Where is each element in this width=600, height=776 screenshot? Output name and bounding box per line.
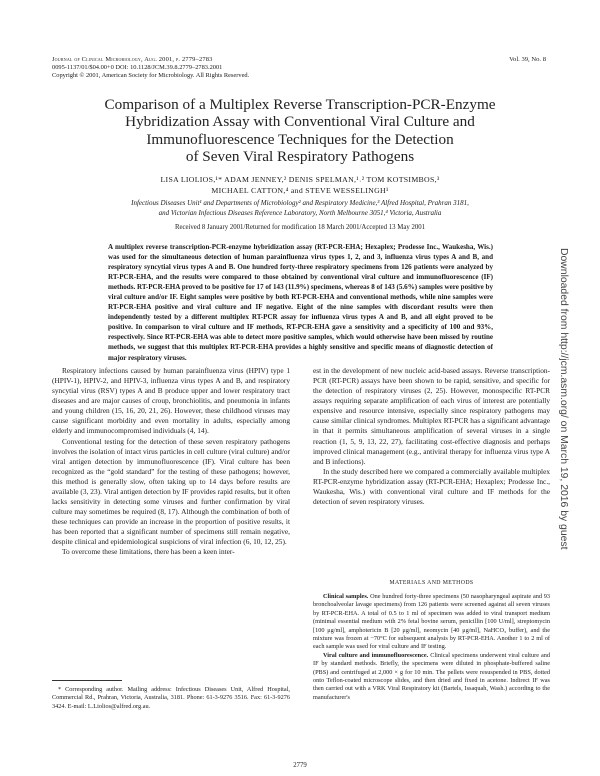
body-paragraph: est in the development of new nucleic acid-based assays. Reverse transcription-PCR (RT-PCR) assays have been shown to be rapid, sensitive, and specific for the detection of respiratory viruses (2, 25). However, monospecific RT-PCR assays requiring separate amplification of each virus of interest are potentially expensive and resource intensive, especially since respiratory pathogens may cause similar clinical syndromes. Multiplex RT-PCR has a significant advantage in that it permits simultaneous amplification of several viruses in a single reaction (1, 5, 9, 13, 22, 27), facilitating cost-effective diagnosis and perhaps improved clinical management (e.g., antiviral therapy for influenza virus type A and B infections). bbox=[313, 366, 550, 466]
methods-text: Clinical specimens underwent viral culture and IF by standard methods. Briefly, the specimens were diluted in phosphate-buffered saline (PBS) and centrifuged at 2,000 × g for 10 min. The pellets were resuspended in PBS, dotted onto Teflon-coated microscope slides, and then dried and fixed in acetone. Indirect IF was then carried out with a VRK Viral Respiratory kit (Bartels, Issaquah, Wash.) according to the manufacturer's bbox=[313, 651, 551, 701]
left-column bbox=[52, 366, 290, 557]
affiliation-line: and Victorian Infectious Diseases Reference Laboratory, North Melbourne 3051,⁴ Victoria, Australia bbox=[158, 209, 442, 217]
affiliations bbox=[50, 198, 550, 218]
methods-section bbox=[313, 593, 550, 702]
body-paragraph: In the study described here we compared a commercially available multiplex RT-PCR-enzyme hybridization assay (RT-PCR-EHA; Hexaplex; Prodesse Inc., Waukesha, Wis.) with conventional viral culture and IF methods for the detection of seven respiratory viruses. bbox=[313, 466, 550, 507]
methods-subheading: Viral culture and immunofluorescence. bbox=[323, 651, 429, 659]
title-line: Hybridization Assay with Conventional Viral Culture and bbox=[125, 113, 475, 131]
journal-header bbox=[52, 56, 352, 81]
footnote bbox=[52, 686, 290, 711]
author-list bbox=[50, 175, 550, 196]
affiliation-line: Infectious Diseases Unit¹ and Departments of Microbiology² and Respiratory Medicine,³ Alfred Hospital, Prahran 3181, bbox=[131, 199, 469, 207]
copyright-line: Copyright © 2001, American Society for Microbiology. All Rights Reserved. bbox=[52, 72, 250, 80]
methods-heading: MATERIALS AND METHODS bbox=[389, 580, 474, 586]
page-number: 2779 bbox=[293, 762, 307, 769]
right-column bbox=[313, 366, 550, 507]
authors-line: LISA LIOLIOS,¹* ADAM JENNEY,² DENIS SPELMAN,¹˒² TOM KOTSIMBOS,³ bbox=[160, 175, 440, 184]
abstract: A multiplex reverse transcription-PCR-enzyme hybridization assay (RT-PCR-EHA; Hexaplex; Prodesse Inc., Waukesha, Wis.) was used for the simultaneous detection of human parainfluenza virus types 1, 2, and 3, influenza virus types A and B, and respiratory syncytial virus types A and B. One hundred forty-three respiratory specimens from 126 patients were analyzed by RT-PCR-EHA, and the results were compared to those obtained by conventional viral culture and immunofluorescence (IF) methods. RT-PCR-EHA proved to be positive for 17 of 143 (11.9%) specimens, whereas 8 of 143 (5.6%) samples were positive by viral culture and/or IF. Eight samples were positive by both RT-PCR-EHA and conventional methods, while nine samples were RT-PCR-EHA positive and viral culture and IF negative. Eight of the nine samples with discordant results were then independently tested by a different multiplex RT-PCR assay for influenza virus types A and B, and all eight proved to be positive. In comparison to viral culture and IF methods, RT-PCR-EHA gave a sensitivity and a specificity of 100 and 93%, respectively. Since RT-PCR-EHA was able to detect more positive samples, which would otherwise have been missed by routine methods, we suggest that this multiplex RT-PCR-EHA provides a highly sensitive and specific means of diagnostic detection of major respiratory viruses. bbox=[108, 243, 493, 362]
body-paragraph: Conventional testing for the detection of these seven respiratory pathogens involves the isolation of intact virus particles in cell culture (viral culture) and/or viral antigen detection by immunofluorescence (IF). Viral culture has been recognized as the “gold standard” for the testing of these pathogens; however, this method is generally slow, often taking up to 14 days before results are available (3, 23). Viral antigen detection by IF provides rapid results, but it often lacks sensitivity in detecting some viruses and further confirmation by viral culture may sometimes be required (8, 17). Although the combination of both of these techniques can provide an increase in the proportion of positive results, it has been reported that a significant number of specimens still remain negative, despite clinical and epidemiological suspicions of viral infection (6, 10, 12, 25). bbox=[52, 436, 290, 547]
methods-subheading: Clinical samples. bbox=[323, 593, 369, 600]
download-watermark: Downloaded from http://jcm.asm.org/ on March 19, 2016 by guest bbox=[558, 248, 569, 550]
body-paragraph: To overcome these limitations, there has been a keen inter- bbox=[62, 547, 235, 557]
journal-citation: Journal of Clinical Microbiology, Aug. 2001, p. 2779–2783 bbox=[52, 56, 213, 63]
article-title bbox=[50, 96, 550, 166]
body-paragraph: Respiratory infections caused by human parainfluenza virus (HPIV) type 1 (HPIV-1), HPIV-2, and HPIV-3, influenza virus types A and B, and respiratory syncytial virus (RSV) types A and B produce upper and lower respiratory tract diseases and are major causes of croup, bronchiolitis, and pneumonia in infants and young children (15, 16, 20, 21, 26). However, these childhood viruses may cause significant morbidity and even mortality in adults, especially among elderly and immunocompromised individuals (4, 14). bbox=[52, 366, 290, 436]
methods-text: One hundred forty-three specimens (50 nasopharyngeal aspirate and 93 bronchoalveolar lavage specimens) from 126 patients were screened against all seven viruses by RT-PCR-EHA. A total of 0.5 to 1 ml of specimen was added to viral transport medium (minimal essential medium with 2% fetal bovine serum, penicillin [100 U/ml], streptomycin [100 μg/ml], amphotericin B [20 μg/ml], neomycin [40 μg/ml], NaHCO₃ buffer), and the mixture was frozen at −70°C for subsequent analysis by RT-PCR-EHA. Another 1 to 2 ml of each sample was used for viral culture and IF testing. bbox=[313, 593, 550, 651]
corresponding-author-note: * Corresponding author. Mailing address: Infectious Diseases Unit, Alfred Hospital, Commercial Rd., Prahran, Victoria, Australia, 3181. Phone: 61-3-9276 3516. Fax: 61-3-9276 3424. E-mail: L.Liolios@alfred.org.au. bbox=[52, 686, 290, 710]
issn-doi-line: 0095-1137/01/$04.00+0 DOI: 10.1128/JCM.39.8.2779–2783.2001 bbox=[52, 64, 223, 72]
received-dates: Received 8 January 2001/Returned for modification 18 March 2001/Accepted 13 May 2001 bbox=[174, 224, 426, 231]
authors-line: MICHAEL CATTON,⁴ and STEVE WESSELINGH¹ bbox=[211, 185, 389, 195]
methods-paragraph bbox=[313, 652, 550, 702]
methods-paragraph bbox=[313, 593, 550, 652]
footnote-divider bbox=[52, 680, 122, 681]
title-line: of Seven Viral Respiratory Pathogens bbox=[185, 148, 415, 166]
title-line: Immunofluorescence Techniques for the Detection bbox=[146, 130, 454, 148]
title-line: Comparison of a Multiplex Reverse Transcription-PCR-Enzyme bbox=[104, 96, 496, 113]
volume-number: Vol. 39, No. 8 bbox=[509, 56, 546, 63]
